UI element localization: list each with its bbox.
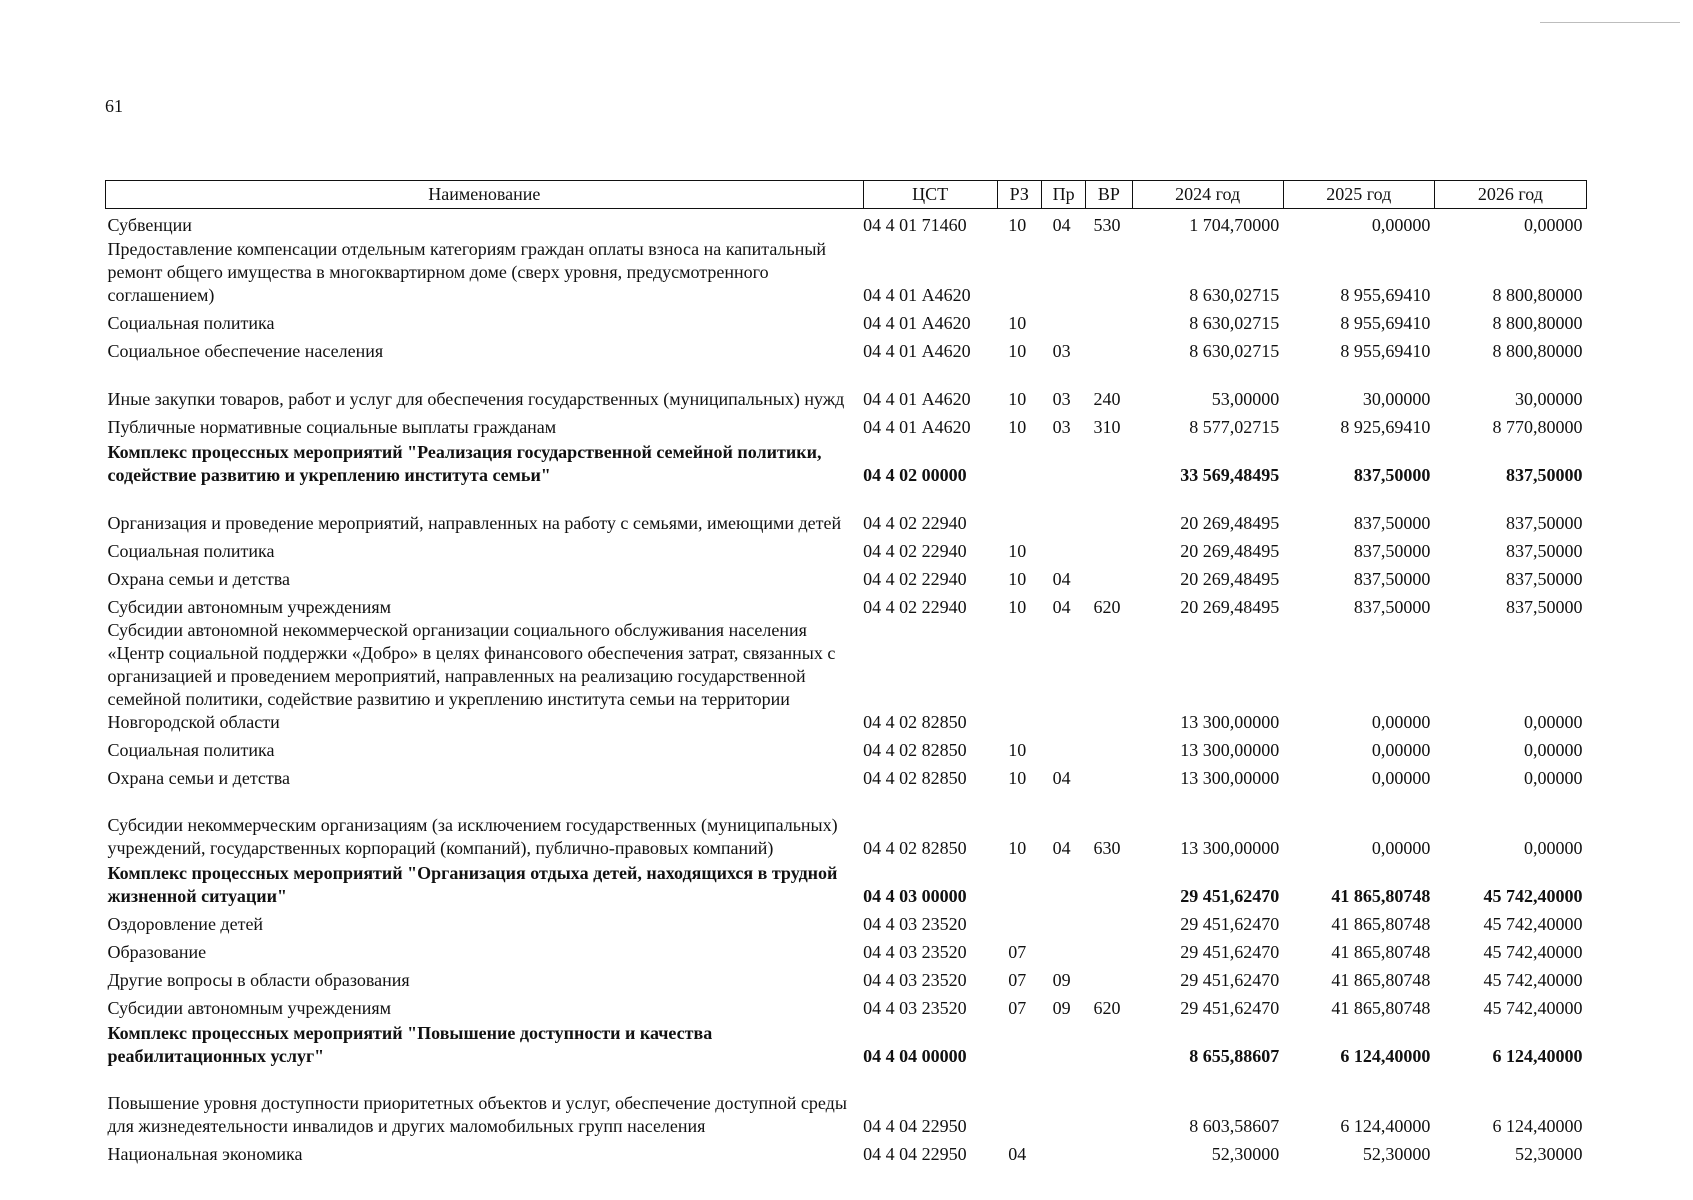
cell-2024: 53,00000 (1211, 388, 1280, 409)
cell-2025: 41 865,80748 (1331, 997, 1431, 1018)
cell-rz (997, 237, 1041, 307)
cell-2025: 41 865,80748 (1331, 885, 1431, 906)
header-2026: 2026 год (1434, 181, 1586, 209)
cell-2026: 8 800,80000 (1492, 312, 1583, 333)
cell-2024: 8 655,88607 (1189, 1045, 1280, 1066)
cell-vr (1086, 1020, 1132, 1068)
cell-2026: 837,50000 (1506, 596, 1583, 617)
table-row (106, 762, 1587, 790)
cell-rz: 10 (1008, 312, 1027, 333)
cell-code: 04 4 02 22940 (863, 512, 967, 533)
cell-vr (1086, 237, 1132, 307)
cell-name: Комплекс процессных мероприятий "Организация отдыха детей, находящихся в трудной жизненной ситуации" (107, 862, 838, 906)
cell-rz: 10 (1008, 540, 1027, 561)
cell-vr (1086, 964, 1132, 992)
cell-2024: 52,30000 (1211, 1143, 1280, 1164)
table-row (106, 992, 1587, 1020)
cell-code: 04 4 01 А4620 (863, 416, 971, 437)
cell-code: 04 4 01 А4620 (863, 388, 971, 409)
cell-2024: 13 300,00000 (1180, 837, 1280, 858)
cell-2024: 29 451,62470 (1180, 885, 1280, 906)
cell-pr (1041, 1138, 1085, 1166)
cell-pr (1041, 908, 1085, 936)
cell-code: 04 4 02 22940 (863, 540, 967, 561)
cell-2025: 837,50000 (1353, 596, 1431, 617)
cell-2024: 8 577,02715 (1189, 416, 1280, 437)
cell-vr (1086, 335, 1132, 363)
cell-name: Субсидии автономной некоммерческой организации социального обслуживания населения «Центр социальной поддержки «Добро» в целях финансового обеспечения затрат, связанных с организацией и проведением мероприятий, направленных на реализацию государственной семейной политики, содействие развитию и укреплению института семьи на территории Новгородской области (107, 619, 836, 732)
header-code: ЦСТ (863, 181, 997, 209)
cell-vr (1086, 307, 1132, 335)
cell-pr: 09 (1052, 969, 1071, 990)
cell-code: 04 4 04 22950 (863, 1115, 967, 1136)
cell-name: Охрана семьи и детства (107, 767, 291, 788)
cell-rz (997, 619, 1041, 734)
cell-2026: 30,00000 (1515, 388, 1583, 409)
cell-2024: 20 269,48495 (1180, 568, 1280, 589)
cell-name: Предоставление компенсации отдельным категориям граждан оплаты взноса на капитальный ремонт общего имущества в многоквартирном доме (сверх уровня, предусмотренного соглашением) (107, 238, 827, 305)
cell-2026: 837,50000 (1506, 568, 1583, 589)
cell-vr: 620 (1093, 997, 1121, 1018)
cell-pr: 03 (1052, 388, 1071, 409)
table-row (106, 563, 1587, 591)
cell-2024: 8 603,58607 (1189, 1115, 1280, 1136)
cell-2024: 13 300,00000 (1180, 711, 1280, 732)
cell-2025: 8 955,69410 (1340, 340, 1431, 361)
cell-vr: 620 (1093, 596, 1121, 617)
cell-code: 04 4 04 00000 (863, 1045, 967, 1066)
budget-table (105, 180, 1587, 1166)
cell-code: 04 4 03 00000 (863, 885, 967, 906)
table-body (106, 209, 1587, 1166)
cell-2025: 837,50000 (1353, 464, 1431, 485)
cell-2024: 13 300,00000 (1180, 767, 1280, 788)
cell-2025: 30,00000 (1362, 388, 1431, 409)
cell-2024: 8 630,02715 (1189, 284, 1280, 305)
cell-pr: 09 (1052, 997, 1071, 1018)
cell-name: Комплекс процессных мероприятий "Реализация государственной семейной политики, содействие развитию и укреплению института семьи" (107, 441, 822, 485)
cell-vr (1086, 563, 1132, 591)
cell-code: 04 4 01 А4620 (863, 284, 971, 305)
cell-2026: 0,00000 (1524, 767, 1583, 788)
cell-rz: 10 (1008, 837, 1027, 858)
cell-2026: 45 742,40000 (1483, 997, 1583, 1018)
cell-pr: 03 (1052, 340, 1071, 361)
cell-2025: 6 124,40000 (1340, 1115, 1431, 1136)
cell-vr: 530 (1093, 214, 1121, 235)
cell-name: Оздоровление детей (107, 913, 264, 934)
cell-code: 04 4 02 22940 (863, 596, 967, 617)
table-header-row (106, 181, 1587, 209)
cell-name: Субсидии автономным учреждениям (107, 596, 392, 617)
header-pr: Пр (1041, 181, 1085, 209)
cell-2025: 837,50000 (1353, 568, 1431, 589)
table-row (106, 363, 1587, 411)
header-name: Наименование (106, 181, 864, 209)
cell-name: Образование (107, 941, 207, 962)
cell-vr (1086, 936, 1132, 964)
cell-pr (1041, 535, 1085, 563)
table-row (106, 908, 1587, 936)
cell-code: 04 4 03 23520 (863, 941, 967, 962)
cell-rz: 10 (1008, 568, 1027, 589)
cell-rz: 07 (1008, 941, 1027, 962)
table-row (106, 936, 1587, 964)
cell-rz: 10 (1008, 388, 1027, 409)
cell-2026: 837,50000 (1506, 540, 1583, 561)
cell-name: Социальная политика (107, 540, 275, 561)
cell-rz (997, 439, 1041, 487)
cell-name: Охрана семьи и детства (107, 568, 291, 589)
cell-2024: 8 630,02715 (1189, 340, 1280, 361)
cell-2026: 0,00000 (1524, 711, 1583, 732)
cell-code: 04 4 01 А4620 (863, 312, 971, 333)
table-row (106, 335, 1587, 363)
table-row (106, 860, 1587, 908)
cell-pr (1041, 860, 1085, 908)
cell-2026: 837,50000 (1506, 464, 1583, 485)
cell-name: Другие вопросы в области образования (107, 969, 410, 990)
cell-vr (1086, 487, 1132, 535)
cell-code: 04 4 02 82850 (863, 711, 967, 732)
cell-rz: 10 (1008, 340, 1027, 361)
cell-rz: 10 (1008, 214, 1027, 235)
table-row (106, 1138, 1587, 1166)
cell-code: 04 4 02 22940 (863, 568, 967, 589)
cell-pr (1041, 487, 1085, 535)
cell-rz: 10 (1008, 739, 1027, 760)
cell-rz (997, 487, 1041, 535)
cell-name: Национальная экономика (107, 1143, 303, 1164)
cell-2025: 6 124,40000 (1340, 1045, 1431, 1066)
cell-code: 04 4 01 А4620 (863, 340, 971, 361)
cell-pr: 04 (1052, 596, 1071, 617)
cell-vr (1086, 908, 1132, 936)
cell-code: 04 4 03 23520 (863, 997, 967, 1018)
cell-2025: 52,30000 (1362, 1143, 1431, 1164)
cell-name: Социальная политика (107, 312, 275, 333)
cell-name: Публичные нормативные социальные выплаты гражданам (107, 416, 557, 437)
cell-code: 04 4 01 71460 (863, 214, 967, 235)
table-row (106, 734, 1587, 762)
cell-code: 04 4 04 22950 (863, 1143, 967, 1164)
cell-2026: 0,00000 (1524, 837, 1583, 858)
cell-name: Субсидии некоммерческим организациям (за исключением государственных (муниципальных) учреждений, государственных корпораций (компаний), публично-правовых компаний) (107, 814, 838, 858)
cell-pr (1041, 734, 1085, 762)
cell-2024: 29 451,62470 (1180, 997, 1280, 1018)
header-2024: 2024 год (1132, 181, 1283, 209)
table-row (106, 307, 1587, 335)
header-rz: РЗ (997, 181, 1041, 209)
cell-2024: 29 451,62470 (1180, 913, 1280, 934)
cell-2026: 6 124,40000 (1492, 1115, 1583, 1136)
cell-vr (1086, 762, 1132, 790)
cell-pr (1041, 1068, 1085, 1138)
cell-vr: 630 (1093, 837, 1121, 858)
cell-2025: 0,00000 (1371, 837, 1431, 858)
cell-2025: 8 925,69410 (1340, 416, 1431, 437)
cell-rz (997, 1068, 1041, 1138)
cell-name: Субвенции (107, 214, 192, 235)
cell-name: Социальная политика (107, 739, 275, 760)
cell-name: Комплекс процессных мероприятий "Повышение доступности и качества реабилитационных услуг" (107, 1022, 713, 1066)
cell-2026: 45 742,40000 (1483, 969, 1583, 990)
cell-code: 04 4 02 82850 (863, 739, 967, 760)
cell-2026: 8 800,80000 (1492, 340, 1583, 361)
cell-2026: 0,00000 (1524, 739, 1583, 760)
cell-vr (1086, 734, 1132, 762)
table-row (106, 487, 1587, 535)
cell-2024: 1 704,70000 (1189, 214, 1280, 235)
header-2025: 2025 год (1283, 181, 1434, 209)
cell-vr (1086, 619, 1132, 734)
cell-2026: 45 742,40000 (1483, 913, 1583, 934)
cell-pr: 04 (1052, 214, 1071, 235)
cell-2025: 837,50000 (1353, 512, 1431, 533)
cell-code: 04 4 02 82850 (863, 767, 967, 788)
cell-code: 04 4 02 82850 (863, 837, 967, 858)
cell-2025: 8 955,69410 (1340, 284, 1431, 305)
table-row (106, 209, 1587, 237)
cell-rz: 10 (1008, 416, 1027, 437)
cell-rz (997, 908, 1041, 936)
table-row (106, 619, 1587, 734)
cell-name: Социальное обеспечение населения (107, 340, 384, 361)
table-row (106, 1068, 1587, 1138)
cell-2025: 8 955,69410 (1340, 312, 1431, 333)
cell-2025: 0,00000 (1371, 214, 1431, 235)
cell-pr (1041, 936, 1085, 964)
cell-name: Организация и проведение мероприятий, направленных на работу с семьями, имеющими детей (107, 512, 842, 533)
cell-2025: 0,00000 (1371, 711, 1431, 732)
cell-rz (997, 1020, 1041, 1068)
cell-2024: 20 269,48495 (1180, 596, 1280, 617)
cell-vr (1086, 1068, 1132, 1138)
cell-rz: 10 (1008, 767, 1027, 788)
cell-2025: 0,00000 (1371, 767, 1431, 788)
cell-2025: 41 865,80748 (1331, 941, 1431, 962)
cell-2026: 8 800,80000 (1492, 284, 1583, 305)
table-row (106, 790, 1587, 860)
cell-2025: 41 865,80748 (1331, 969, 1431, 990)
cell-code: 04 4 03 23520 (863, 913, 967, 934)
cell-2025: 837,50000 (1353, 540, 1431, 561)
cell-2026: 837,50000 (1506, 512, 1583, 533)
cell-pr (1041, 439, 1085, 487)
cell-pr: 04 (1052, 837, 1071, 858)
cell-pr (1041, 1020, 1085, 1068)
cell-2024: 33 569,48495 (1180, 464, 1280, 485)
cell-2026: 52,30000 (1515, 1143, 1583, 1164)
header-vr: ВР (1086, 181, 1132, 209)
cell-2026: 0,00000 (1524, 214, 1583, 235)
table-row (106, 591, 1587, 619)
cell-2024: 20 269,48495 (1180, 540, 1280, 561)
table-row (106, 535, 1587, 563)
cell-pr (1041, 307, 1085, 335)
table-row (106, 1020, 1587, 1068)
cell-rz: 10 (1008, 596, 1027, 617)
cell-2025: 0,00000 (1371, 739, 1431, 760)
table-row (106, 964, 1587, 992)
cell-2024: 13 300,00000 (1180, 739, 1280, 760)
page-number: 61 (105, 96, 123, 116)
cell-vr (1086, 860, 1132, 908)
cell-pr: 03 (1052, 416, 1071, 437)
cell-name: Повышение уровня доступности приоритетных объектов и услуг, обеспечение доступной среды для жизнедеятельности инвалидов и других маломобильных групп населения (107, 1092, 847, 1136)
table-row (106, 439, 1587, 487)
top-rule (1540, 22, 1680, 23)
cell-rz (997, 860, 1041, 908)
cell-code: 04 4 03 23520 (863, 969, 967, 990)
cell-2026: 45 742,40000 (1483, 885, 1583, 906)
cell-2024: 29 451,62470 (1180, 941, 1280, 962)
cell-rz: 07 (1008, 997, 1027, 1018)
cell-code: 04 4 02 00000 (863, 464, 967, 485)
cell-pr: 04 (1052, 767, 1071, 788)
cell-vr: 240 (1093, 388, 1121, 409)
cell-2024: 20 269,48495 (1180, 512, 1280, 533)
cell-2026: 45 742,40000 (1483, 941, 1583, 962)
cell-vr (1086, 1138, 1132, 1166)
cell-vr (1086, 439, 1132, 487)
cell-pr (1041, 237, 1085, 307)
cell-2024: 29 451,62470 (1180, 969, 1280, 990)
cell-pr: 04 (1052, 568, 1071, 589)
table-row (106, 411, 1587, 439)
cell-2026: 6 124,40000 (1492, 1045, 1583, 1066)
cell-pr (1041, 619, 1085, 734)
cell-rz: 07 (1008, 969, 1027, 990)
cell-vr (1086, 535, 1132, 563)
cell-2025: 41 865,80748 (1331, 913, 1431, 934)
cell-vr: 310 (1093, 416, 1121, 437)
table-row (106, 237, 1587, 307)
cell-name: Иные закупки товаров, работ и услуг для обеспечения государственных (муниципальных) нужд (107, 388, 845, 409)
cell-rz: 04 (1008, 1143, 1027, 1164)
cell-name: Субсидии автономным учреждениям (107, 997, 392, 1018)
cell-2024: 8 630,02715 (1189, 312, 1280, 333)
cell-2026: 8 770,80000 (1492, 416, 1583, 437)
